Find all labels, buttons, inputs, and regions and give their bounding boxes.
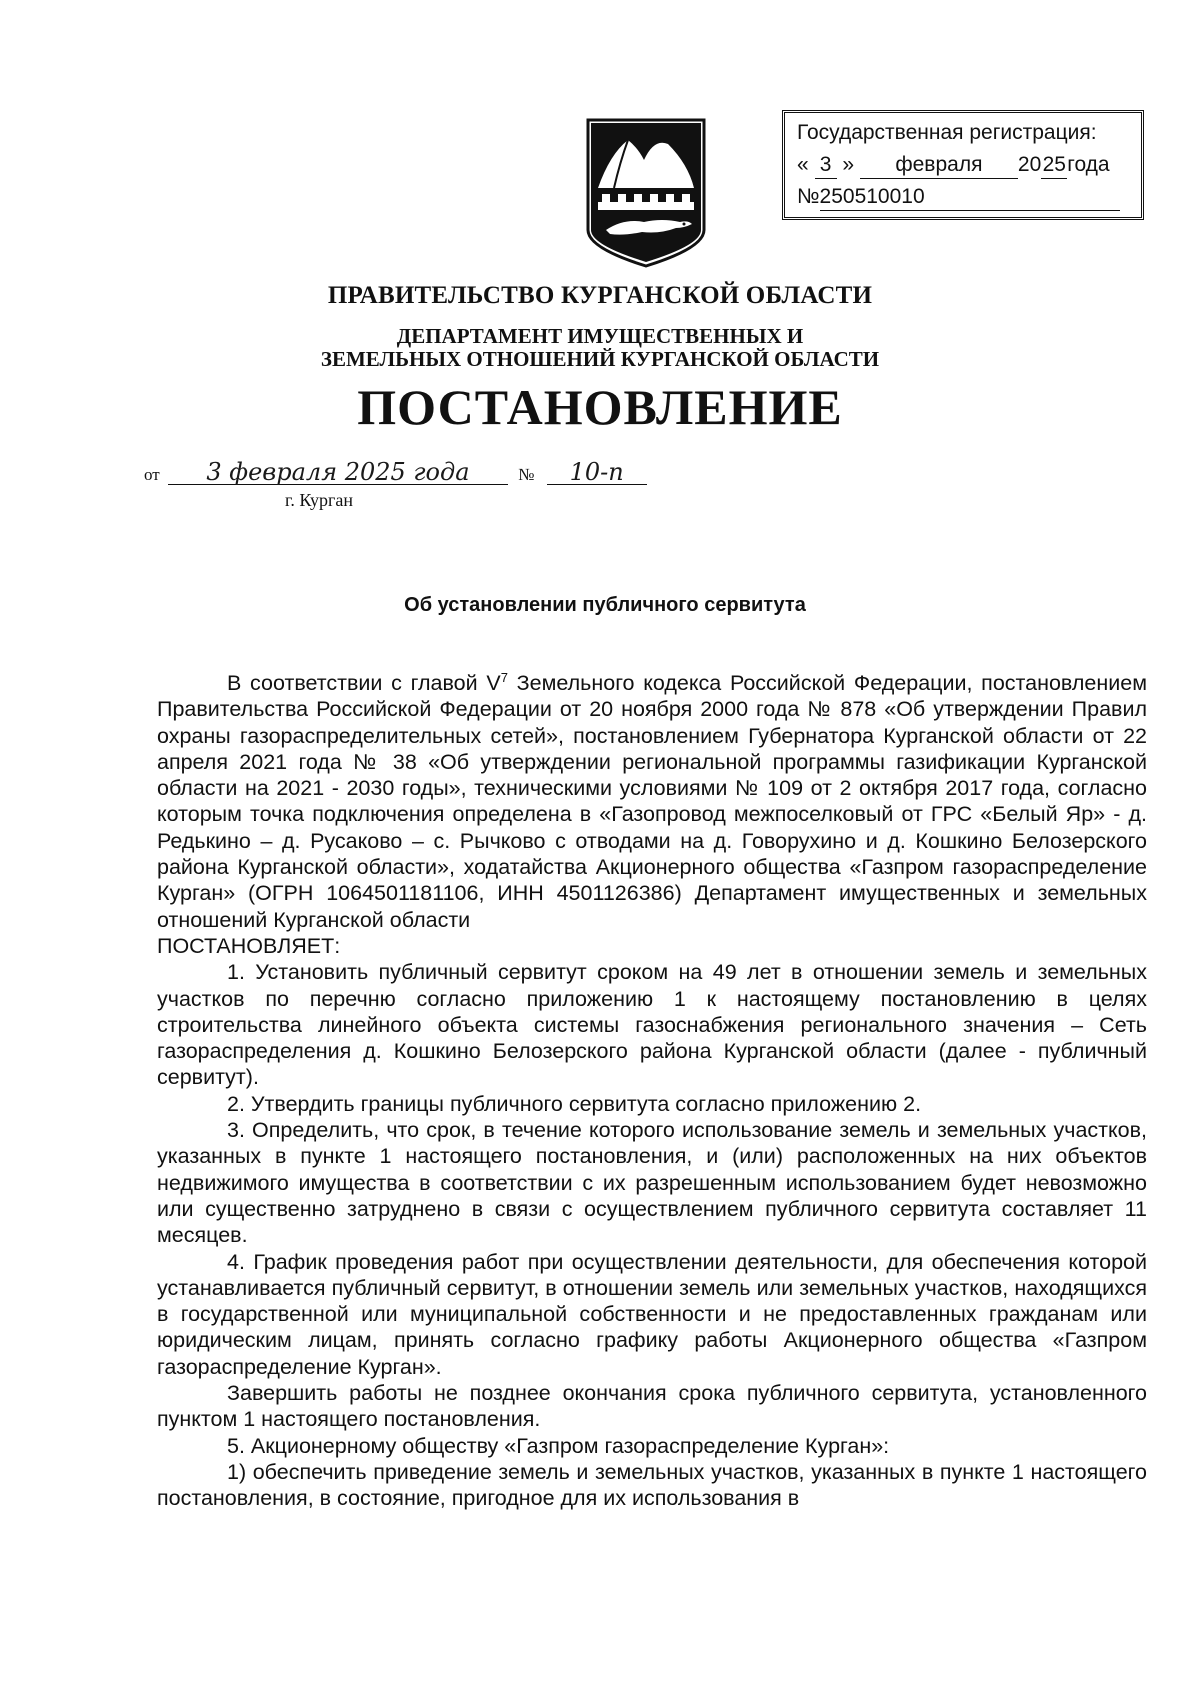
document-body bbox=[157, 670, 1147, 1512]
intro-paragraph bbox=[157, 670, 1147, 933]
registration-number: 250510010 bbox=[820, 184, 1120, 211]
registration-day: 3 bbox=[815, 152, 837, 179]
registration-title: Государственная регистрация: bbox=[797, 121, 1097, 144]
intro-superscript: 7 bbox=[500, 669, 508, 685]
registration-day-close: » bbox=[842, 153, 855, 176]
coat-of-arms-emblem bbox=[584, 118, 708, 268]
paragraph-4: 4. График проведения работ при осуществлении деятельности, для обеспечения которой устанавливается публичный сервитут, в отношении земель или земельных участков, находящихся в государственной или муниципальной собственности и не предоставленных гражданам или юридическим лицам, принять согласно графику работы Акционерного общества «Газпром газораспределение Курган». bbox=[157, 1249, 1147, 1379]
registration-month: февраля bbox=[860, 152, 1018, 179]
registration-number-label: № bbox=[797, 185, 820, 208]
intro-text-start: В соответствии с главой V bbox=[227, 671, 501, 695]
department-title-line1: ДЕПАРТАМЕНТ ИМУЩЕСТВЕННЫХ И bbox=[396, 324, 804, 348]
registration-date bbox=[797, 149, 1131, 181]
paragraph-3: 3. Определить, что срок, в течение которого использование земель и земельных участков, указанных в пункте 1 настоящего постановления, и (или) расположенных на них объектов недвижимого имущества в соответствии с их разрешенным использованием будет невозможно или существенно затруднено в связи с осуществлением публичного сервитута составляет 11 месяцев. bbox=[157, 1118, 1147, 1248]
number-label: № bbox=[518, 465, 535, 484]
registration-year-prefix: 20 bbox=[1017, 153, 1042, 176]
document-subject: Об установлении публичного сервитута bbox=[404, 594, 806, 616]
paragraph-2: 2. Утвердить границы публичного сервитута согласно приложению 2. bbox=[227, 1091, 922, 1116]
registration-number-row bbox=[797, 181, 1131, 213]
paragraph-1: 1. Установить публичный сервитут сроком на 49 лет в отношении земель и земельных участков по перечню согласно приложению 1 к настоящему постановлению в целях строительства линейного объекта системы газоснабжения регионального значения – Сеть газораспределения д. Кошкино Белозерского района Курганской области (далее - публичный сервитут). bbox=[157, 960, 1147, 1090]
handwritten-number: 10-п bbox=[547, 460, 647, 485]
handwritten-date: 3 февраля 2025 года bbox=[168, 460, 508, 485]
paragraph-5-item-1: 1) обеспечить приведение земель и земельных участков, указанных в пункте 1 настоящего постановления, в состояние, пригодное для их использования в bbox=[157, 1459, 1147, 1511]
issue-date-row bbox=[144, 460, 647, 485]
intro-text-rest: Земельного кодекса Российской Федерации, постановлением Правительства Российской Федерации от 20 ноября 2000 года № 878 «Об утверждении Правил охраны газораспределительных сетей», постановлением Губернатора Курганской области от 22 апреля 2021 года № 38 «Об утверждении региональной программы газификации Курганской области на 2021 - 2030 годы», техническими условиями № 109 от 2 октября 2017 года, согласно которым точка подключения определена в «Газопровод межпоселковый от ГРС «Белый Яр» - д. Редькино – д. Русаково – с. Рычково с отводами на д. Говорухино и д. Кошкино Белозерского района Курганской области», ходатайства Акционерного общества «Газпром газораспределение Курган» (ОГРН 1064501181106, ИНН 4501126386) Департамент имущественных и земельных отношений Курганской области bbox=[157, 671, 1147, 932]
decree-word: ПОСТАНОВЛЯЕТ: bbox=[157, 933, 341, 958]
government-title: ПРАВИТЕЛЬСТВО КУРГАНСКОЙ ОБЛАСТИ bbox=[327, 282, 873, 309]
department-title-line2: ЗЕМЕЛЬНЫХ ОТНОШЕНИЙ КУРГАНСКОЙ ОБЛАСТИ bbox=[320, 347, 880, 371]
paragraph-4-continuation: Завершить работы не позднее окончания срока публичного сервитута, установленного пунктом 1 настоящего постановления. bbox=[157, 1381, 1147, 1432]
from-label: от bbox=[144, 465, 160, 484]
document-type-title: ПОСТАНОВЛЕНИЕ bbox=[357, 379, 843, 435]
registration-year-suffix: 25 bbox=[1041, 152, 1067, 179]
state-registration-stamp bbox=[782, 110, 1144, 220]
registration-day-open: « bbox=[797, 153, 809, 176]
city-label: г. Курган bbox=[285, 490, 354, 510]
registration-year-word: года bbox=[1067, 153, 1110, 176]
paragraph-5: 5. Акционерному обществу «Газпром газораспределение Курган»: bbox=[227, 1433, 890, 1458]
